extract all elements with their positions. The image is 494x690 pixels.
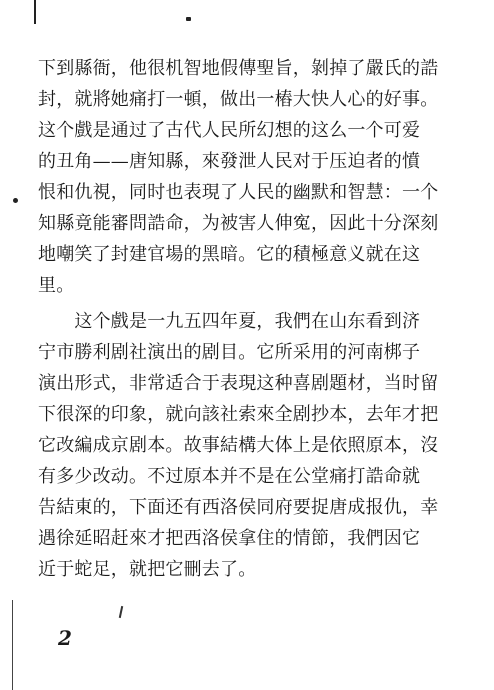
text-line: 它改編成京剧本。故事結構大体上是依照原本，沒 (38, 435, 439, 456)
text-line: 这个戲是一九五四年夏，我們在山东看到济 (38, 311, 421, 332)
text-line: 这个戲是通过了古代人民所幻想的这么一个可爱 (38, 120, 421, 141)
print-speck (186, 17, 191, 21)
text-line: 遇徐延昭赶來才把西洛侯拿住的情節，我們因它 (38, 528, 421, 549)
text-line: 宁市勝利剧社演出的剧目。它所采用的河南梆子 (38, 342, 421, 363)
top-edge-mark (34, 0, 36, 24)
stray-ink-mark (119, 606, 123, 618)
text-line: 里。 (38, 275, 75, 296)
text-line: 告結東的，下面还有西洛侯同府要捉唐成报仇，幸 (38, 497, 439, 518)
text-line: 近于蛇足，就把它刪去了。 (38, 559, 257, 580)
text-line: 的丑角——唐知縣，來發泄人民对于压迫者的憤 (38, 151, 421, 172)
text-line: 演出形式，非常适合于表現这种喜剧題材，当时留 (38, 373, 439, 394)
text-line: 下到縣衙，他很机智地假傳聖旨，剝掉了嚴氏的誥 (38, 58, 439, 79)
text-line: 下很深的印象，就向該社索來全剧抄本，去年才把 (38, 404, 439, 425)
text-line: 恨和仇視，同时也表現了人民的幽默和智慧：一个 (38, 182, 439, 203)
text-line: 地嘲笑了封建官場的黑暗。它的積極意义就在这 (38, 244, 421, 265)
binding-edge (12, 600, 13, 690)
margin-speck (13, 198, 18, 203)
text-line: 知縣竟能審問誥命，为被害人伸寃，因此十分深刻 (38, 213, 439, 234)
text-line: 封，就將她痛打一頓，做出一樁大快人心的好事。 (38, 89, 439, 110)
text-line: 有多少改动。不过原本并不是在公堂痛打誥命就 (38, 466, 421, 487)
page-number: 2 (58, 626, 72, 650)
